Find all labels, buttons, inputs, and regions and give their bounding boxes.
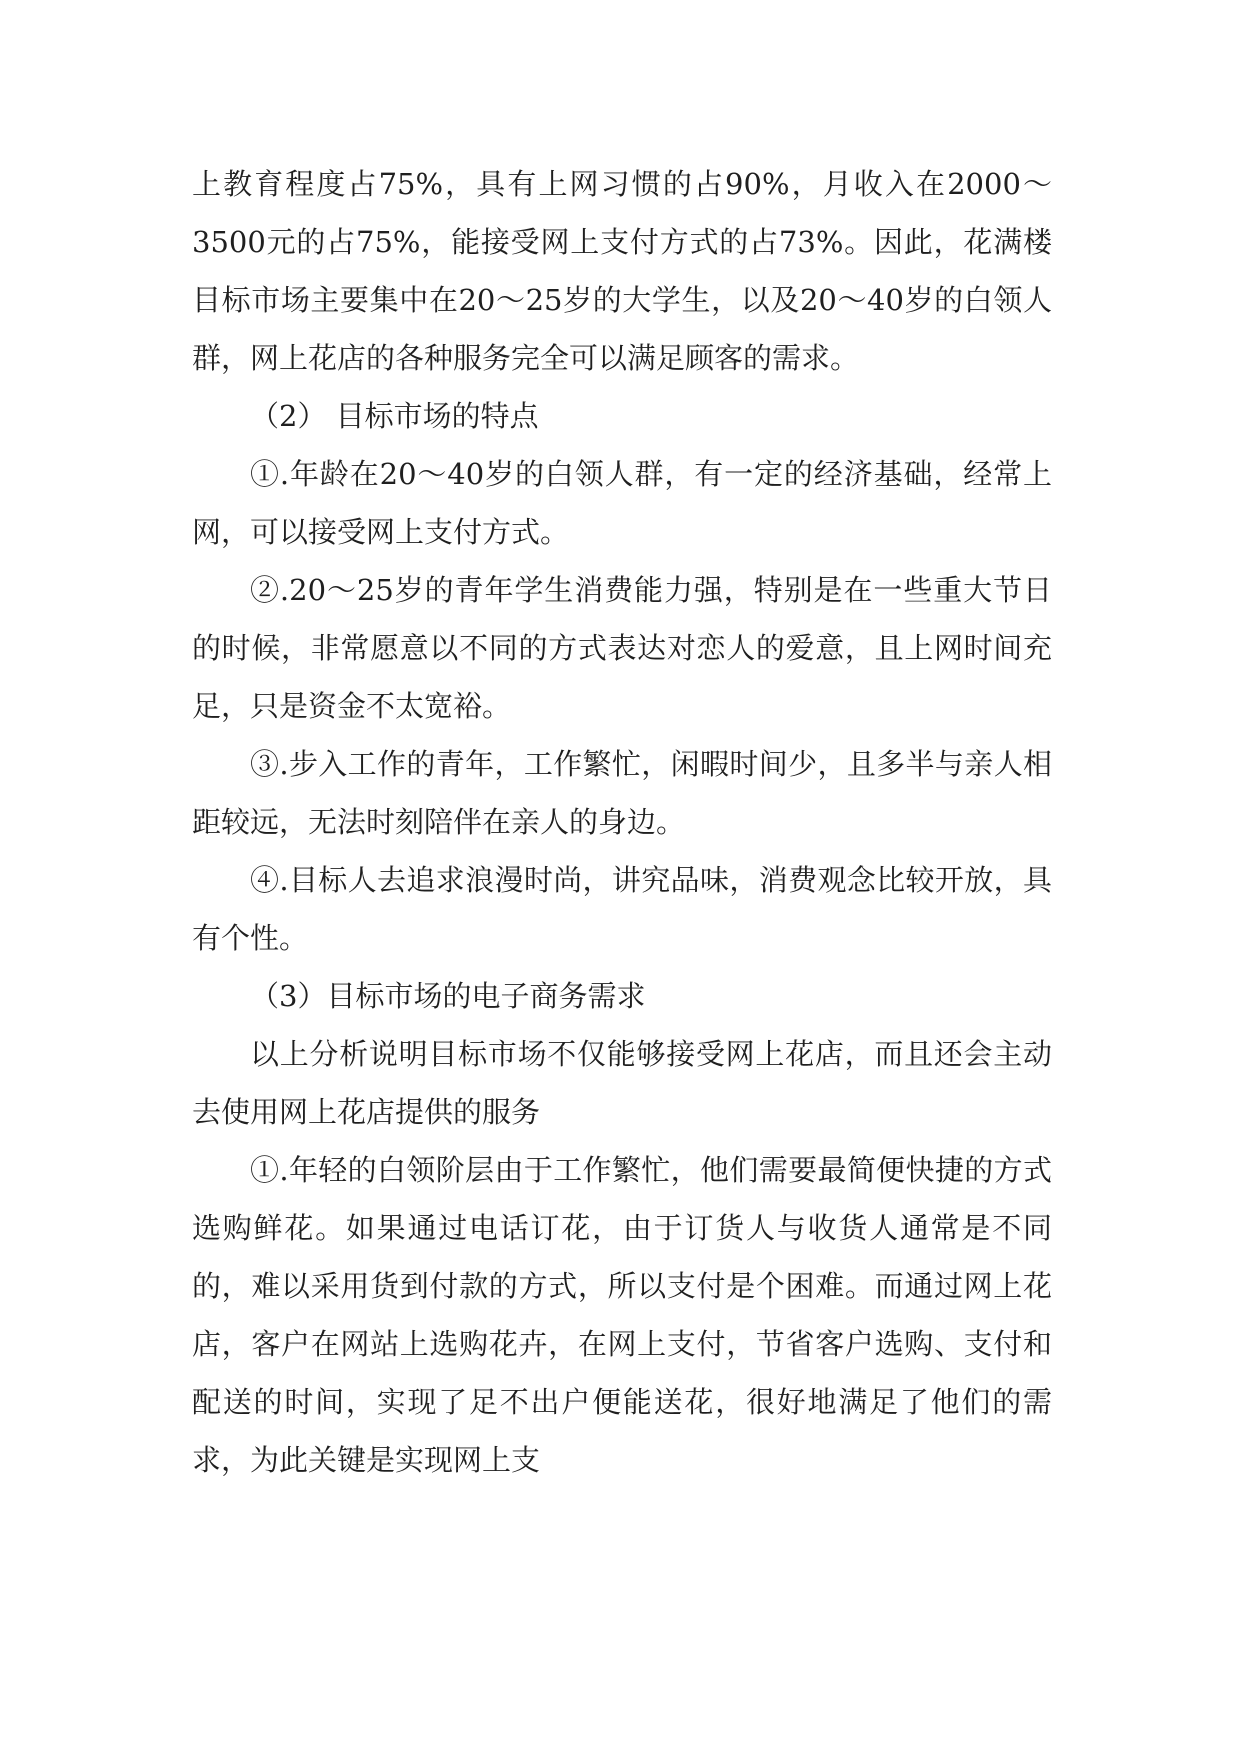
paragraph-feature-4: ④.目标人去追求浪漫时尚，讲究品味，消费观念比较开放，具有个性。 [192,863,1052,955]
paragraph-analysis-summary: 以上分析说明目标市场不仅能够接受网上花店，而且还会主动去使用网上花店提供的服务 [192,1037,1052,1129]
paragraph-feature-2: ②.20～25岁的青年学生消费能力强，特别是在一些重大节日的时候，非常愿意以不同的方式表达对恋人的爱意，且上网时间充足，只是资金不太宽裕。 [192,573,1052,723]
section-heading-ecommerce-needs: （3）目标市场的电子商务需求 [250,979,646,1013]
paragraph-need-1: ①.年轻的白领阶层由于工作繁忙，他们需要最简便快捷的方式选购鲜花。如果通过电话订花，由于订货人与收货人通常是不同的，难以采用货到付款的方式，所以支付是个困难。而通过网上花店，客户在网站上选购花卉，在网上支付，节省客户选购、支付和配送的时间，实现了足不出户便能送花，很好地满足了他们的需求，为此关键是实现网上支 [192,1153,1052,1477]
section-heading-target-market-features: （2） 目标市场的特点 [250,399,539,433]
paragraph-feature-1: ①.年龄在20～40岁的白领人群，有一定的经济基础，经常上网，可以接受网上支付方式。 [192,457,1052,549]
paragraph-feature-3: ③.步入工作的青年，工作繁忙，闲暇时间少，且多半与亲人相距较远，无法时刻陪伴在亲人的身边。 [192,747,1052,839]
paragraph-continuation: 上教育程度占75%，具有上网习惯的占90%，月收入在2000～3500元的占75%，能接受网上支付方式的占73%。因此，花满楼目标市场主要集中在20～25岁的大学生，以及20～40岁的白领人群，网上花店的各种服务完全可以满足顾客的需求。 [192,167,1052,375]
document-body [192,155,1052,1489]
